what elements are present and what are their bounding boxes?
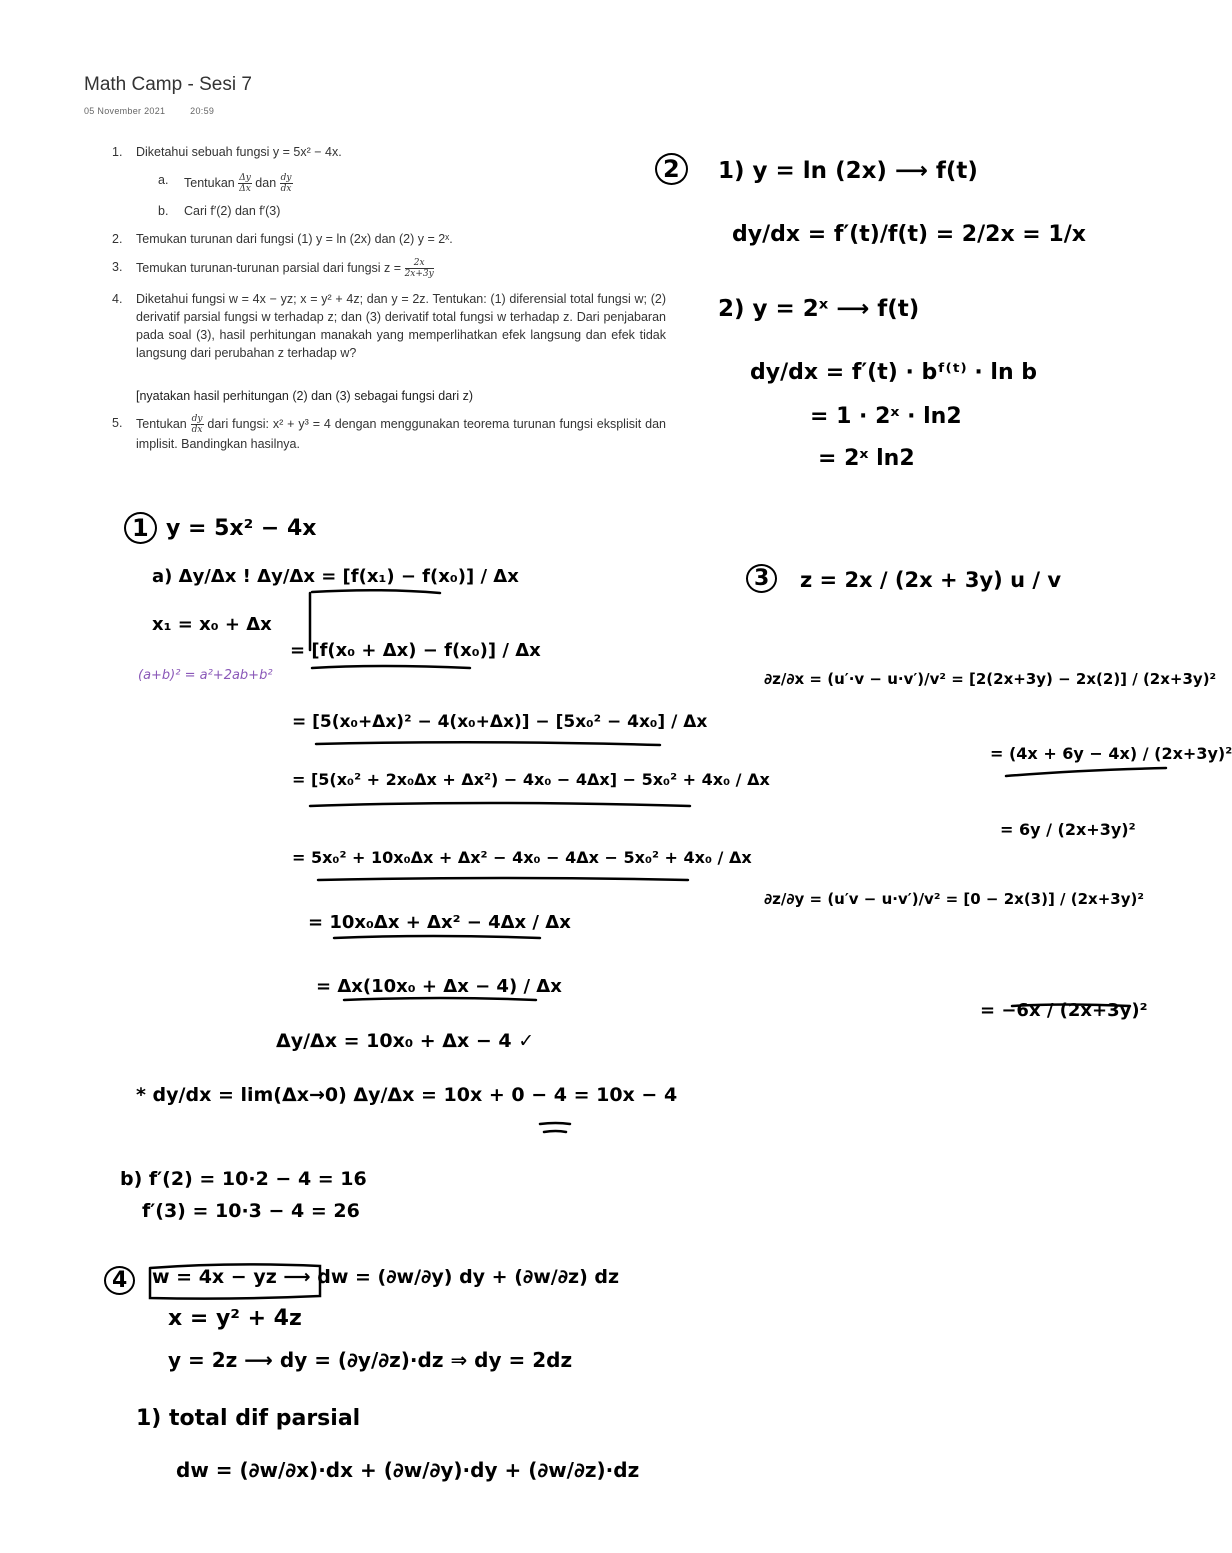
section-3-label: 3 [746, 564, 777, 593]
section-4-label: 4 [104, 1266, 135, 1295]
fraction-numerator: 2x [405, 258, 434, 269]
s3-line-5: ∂z/∂y = (u′v − u·v′)/v² = [0 − 2x(3)] / (2x+3y)² [764, 890, 1144, 908]
fraction-denominator: 2x+3y [404, 269, 434, 279]
question-text: Tentukan [184, 175, 235, 190]
question-number: a. [158, 173, 169, 187]
fraction-bar [334, 936, 540, 938]
question-number: 4. [112, 292, 123, 306]
s1-line-3: = [f(x₀ + Δx) − f(x₀)] / Δx [290, 640, 541, 661]
question-number: 5. [112, 416, 123, 430]
question-text: Temukan turunan dari fungsi (1) y = ln (2x) dan (2) y = 2ˣ. [136, 232, 453, 246]
s1-line-2: x₁ = x₀ + Δx [152, 614, 272, 635]
double-underline [540, 1123, 570, 1132]
s2-line-3: 2) y = 2ˣ ⟶ f(t) [718, 296, 920, 322]
question-text: Temukan turunan-turunan parsial dari fungsi z = [136, 260, 402, 275]
fraction-numerator: dy [191, 414, 203, 424]
s1-line-4: = [5(x₀+Δx)² − 4(x₀+Δx)] − [5x₀² − 4x₀] / Δx [292, 712, 708, 732]
time-text: 20:59 [190, 106, 215, 116]
date-text: 05 November 2021 [84, 106, 166, 116]
s4-line-1: w = 4x − yz ⟶ dw = (∂w/∂y) dy + (∂w/∂z) dz [152, 1266, 620, 1288]
question-4-note: [nyatakan hasil perhitungan (2) dan (3) sebagai fungsi dari z) [136, 389, 474, 403]
fraction-bar [316, 742, 660, 745]
question-text: Cari f′(2) dan f′(3) [184, 204, 281, 218]
question-text: Diketahui fungsi w = 4x − yz; x = y² + 4z; dan y = 2z. Tentukan: (1) diferensial total fungsi w; (2) derivatif parsial fungsi w terhadap z; dan (3) derivatif total fungsi w terhadap z. Dari penjabaran pada soal (3), hasil perhitungan manakah yang memperlihatkan efek langsung dan efek tidak langsung dari perubahan z terhadap w? [136, 292, 666, 360]
s4-line-2: x = y² + 4z [168, 1306, 302, 1331]
question-1a [158, 173, 293, 194]
question-4 [112, 290, 666, 362]
s1-line-8: = Δx(10x₀ + Δx − 4) / Δx [316, 976, 562, 997]
fraction-bar [310, 803, 690, 806]
question-5 [112, 414, 666, 453]
s3-line-2: ∂z/∂x = (u′·v − u·v′)/v² = [2(2x+3y) − 2x(2)] / (2x+3y)² [764, 670, 1217, 688]
s2-line-1: 1) y = ln (2x) ⟶ f(t) [718, 158, 978, 184]
page-title: Math Camp - Sesi 7 [84, 74, 252, 95]
fraction-derivative [191, 414, 204, 435]
fraction-numerator: dy [280, 173, 292, 183]
fraction-bar [312, 666, 470, 668]
s1-line-11: b) f′(2) = 10·2 − 4 = 16 [120, 1168, 367, 1190]
fraction-denominator: Δx [239, 184, 251, 194]
s1-line-7: = 10x₀Δx + Δx² − 4Δx / Δx [308, 912, 571, 933]
s1-line-5: = [5(x₀² + 2x₀Δx + Δx²) − 4x₀ − 4Δx] − 5x₀² + 4x₀ / Δx [292, 770, 770, 789]
fraction-numerator: Δy [239, 173, 251, 183]
fraction-z [405, 258, 434, 279]
s3-line-1: z = 2x / (2x + 3y) u / v [800, 568, 1062, 592]
s2-line-5: = 1 · 2ˣ · ln2 [810, 404, 962, 429]
fraction-delta [238, 173, 252, 194]
section-2-label: 2 [655, 153, 688, 185]
page-meta [84, 106, 214, 116]
fraction-denominator: dx [191, 425, 203, 435]
s1-line-0: y = 5x² − 4x [166, 516, 317, 541]
question-number: b. [158, 204, 169, 218]
s1-note-binomial: (a+b)² = a²+2ab+b² [138, 668, 273, 683]
question-1 [112, 143, 342, 161]
fraction-bar [1006, 768, 1166, 776]
question-text: Diketahui sebuah fungsi y = 5x² − 4x. [136, 145, 342, 159]
s1-line-6: = 5x₀² + 10x₀Δx + Δx² − 4x₀ − 4Δx − 5x₀² + 4x₀ / Δx [292, 848, 752, 867]
question-text: dan [255, 175, 277, 190]
question-1b [158, 204, 281, 218]
s3-line-4: = 6y / (2x+3y)² [1000, 820, 1136, 839]
s1-line-1: a) Δy/Δx ! Δy/Δx = [f(x₁) − f(x₀)] / Δx [152, 566, 519, 587]
question-2 [112, 230, 453, 248]
fraction-derivative [280, 173, 293, 194]
s4-line-3: y = 2z ⟶ dy = (∂y/∂z)·dz ⇒ dy = 2dz [168, 1348, 573, 1372]
question-text: Tentukan [136, 416, 187, 431]
s1-line-12: f′(3) = 10·3 − 4 = 26 [142, 1200, 360, 1222]
section-1-label: 1 [124, 512, 157, 544]
s2-line-4: dy/dx = f′(t) · bᶠ⁽ᵗ⁾ · ln b [750, 360, 1038, 385]
fraction-bar [344, 998, 536, 1000]
fraction-bar [318, 878, 688, 880]
fraction-bar [312, 590, 440, 593]
s4-line-5: dw = (∂w/∂x)·dx + (∂w/∂y)·dy + (∂w/∂z)·dz [176, 1458, 640, 1482]
s1-line-10: * dy/dx = lim(Δx→0) Δy/Δx = 10x + 0 − 4 = 10x − 4 [136, 1084, 678, 1106]
question-3 [112, 258, 434, 279]
question-text: dari fungsi: x² + y³ = 4 dengan menggunakan teorema turunan fungsi eksplisit dan implisit. Bandingkan hasilnya. [136, 416, 666, 451]
s4-line-4: 1) total dif parsial [136, 1406, 361, 1431]
s3-line-3: = (4x + 6y − 4x) / (2x+3y)² [990, 744, 1232, 763]
s2-line-6: = 2ˣ ln2 [818, 446, 915, 471]
question-number: 3. [112, 260, 123, 274]
s1-line-9: Δy/Δx = 10x₀ + Δx − 4 ✓ [276, 1030, 535, 1052]
question-number: 1. [112, 145, 123, 159]
s2-line-2: dy/dx = f′(t)/f(t) = 2/2x = 1/x [732, 222, 1086, 247]
s3-line-6: = −6x / (2x+3y)² [980, 1000, 1148, 1021]
question-number: 2. [112, 232, 123, 246]
fraction-denominator: dx [280, 184, 292, 194]
